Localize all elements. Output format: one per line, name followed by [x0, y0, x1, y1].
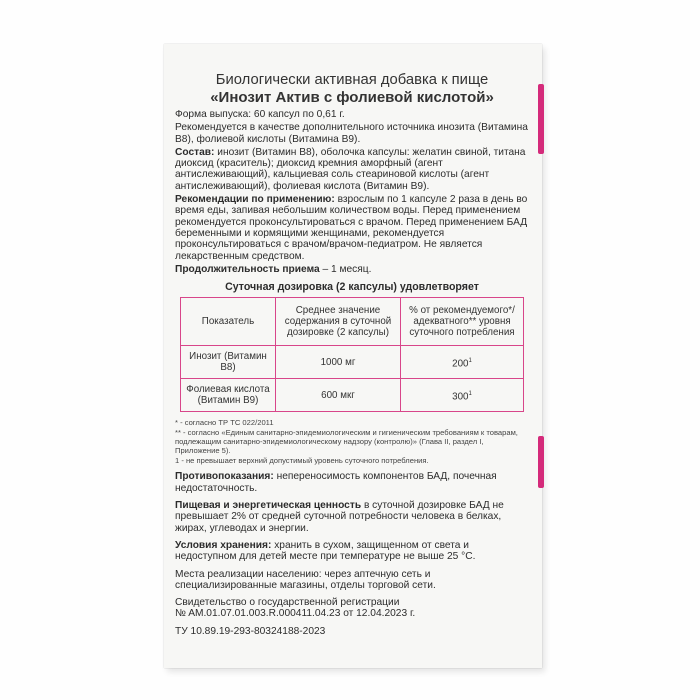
- duration: [175, 264, 529, 275]
- form-text: Форма выпуска: 60 капсул по 0,61 г.: [175, 109, 345, 120]
- nutrition: [175, 500, 529, 534]
- contraindications-text: непереносимость компонентов БАД, почечная недостаточность.: [175, 471, 497, 494]
- nutrition-text: в суточной дозировке БАД не превышает 2% от средней суточной потребности человека в белках, жирах, углеводах и энергии.: [175, 500, 504, 534]
- header-line2: «Инозит Актив с фолиевой кислотой»: [210, 89, 494, 106]
- tu-text: ТУ 10.89.19-293-80324188-2023: [175, 625, 326, 637]
- header-line1: Биологически активная добавка к пище: [215, 72, 489, 88]
- footnote-mark: 1: [468, 390, 472, 397]
- footnote-mark: 1: [468, 357, 472, 364]
- percent-value: 300: [452, 391, 469, 403]
- table-cell-percent: [401, 346, 524, 379]
- table-title: Суточная дозировка (2 капсулы) удовлетворяет: [225, 281, 479, 294]
- usage-text: взрослым по 1 капсуле 2 раза в день во время еды, запивая небольшим количеством воды. Перед применением рекомендуется проконсультироваться с врачом. Перед применением БАД беременными и кормящими женщинами, рекомендуется проконсультироваться с врачом/врачом-педиатром. Не является лекарственным средством.: [175, 194, 528, 262]
- box-side-accent-bottom: [538, 436, 544, 488]
- usage: [175, 194, 529, 262]
- storage-label: Условия хранения:: [175, 539, 272, 551]
- footnotes: [175, 418, 529, 465]
- table-header-cell: Показатель: [181, 298, 276, 346]
- sale-text: Места реализации населению: через аптечную сеть и специализированные магазины, отделы торговой сети.: [175, 568, 436, 591]
- composition-label: Состав:: [175, 146, 215, 158]
- duration-text: – 1 месяц.: [319, 263, 372, 275]
- duration-label: Продолжительность приема: [175, 263, 320, 275]
- contraindications-label: Противопоказания:: [175, 471, 274, 483]
- table-cell-amount: 1000 мг: [276, 346, 401, 379]
- product-box: [164, 44, 542, 668]
- table-cell-percent: [401, 379, 524, 412]
- nutrition-label: Пищевая и энергетическая ценность: [175, 500, 362, 512]
- table-cell-name: Фолиевая кислота (Витамин В9): [181, 379, 276, 412]
- table-header-cell: % от рекомендуемого*/ адекватного** уровня суточного потребления: [401, 298, 524, 346]
- table-row: [181, 379, 524, 412]
- label-content: [175, 72, 529, 639]
- footnote: ** - согласно «Единым санитарно-эпидемиологическим и гигиеническим требованиям к товарам, подлежащим санитарно-эпидемиологическому надзору (контролю)» (Глава II, раздел I, Приложение 5).: [175, 428, 518, 456]
- table-cell-name: Инозит (Витамин В8): [181, 346, 276, 379]
- composition-text: инозит (Витамин В8), оболочка капсулы: желатин свиной, титана диоксид (краситель); диоксид кремния аморфный (агент антислеживающий), кальциевая соль стеариновой кислоты (агент антислеживающий), фолиевая кислота (Витамин В9).: [175, 146, 526, 192]
- table-row: [181, 346, 524, 379]
- recommendation-text: Рекомендуется в качестве дополнительного источника инозита (Витамина В8), фолиевой кислоты (Витамина В9).: [175, 122, 528, 145]
- percent-value: 200: [452, 358, 469, 370]
- usage-label: Рекомендации по применению:: [175, 194, 335, 206]
- footnote: * - согласно ТР ТС 022/2011: [175, 418, 274, 428]
- footnote: 1 - не превышает верхний допустимый уровень суточного потребления.: [175, 456, 429, 466]
- table-cell-amount: 600 мкг: [276, 379, 401, 412]
- box-side-accent-top: [538, 84, 544, 154]
- table-header-cell: Среднее значение содержания в суточной дозировке (2 капсулы): [276, 298, 401, 346]
- registration-line1: Свидетельство о государственной регистрации: [175, 597, 400, 609]
- contraindications: [175, 471, 529, 494]
- dosage-table: [180, 297, 524, 412]
- storage: [175, 540, 529, 563]
- composition: [175, 147, 529, 192]
- storage-text: хранить в сухом, защищенном от света и недоступном для детей месте при температуре не выше 25 °С.: [175, 539, 476, 563]
- table-header-row: [181, 298, 524, 346]
- registration-line2: № AM.01.07.01.003.R.000411.04.23 от 12.04.2023 г.: [175, 608, 416, 620]
